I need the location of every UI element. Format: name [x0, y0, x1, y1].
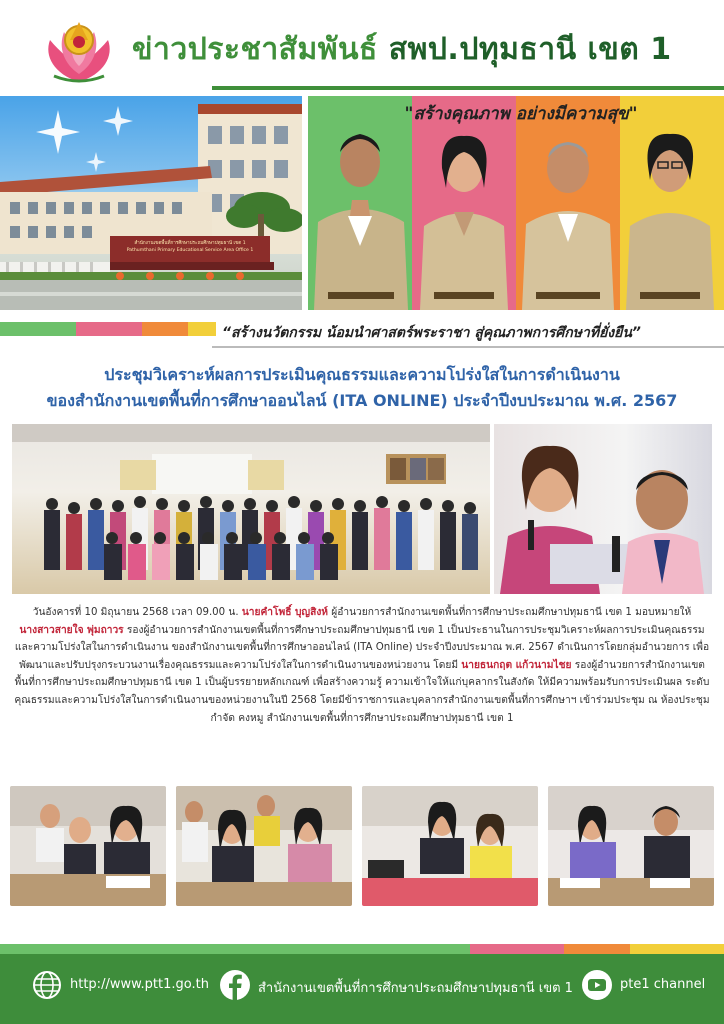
website-link[interactable]: http://www.ptt1.go.th — [70, 977, 209, 992]
color-bar-orange — [142, 322, 188, 336]
body-text-1: วันอังคารที่ 10 มิถุนายน 2568 เวลา 09.00 น. — [32, 607, 242, 618]
executive-portrait-2 — [420, 136, 508, 310]
body-text-4: รองผู้อำนวยการสำนักงานเขตพื้นที่การศึกษาประถมศึกษาปทุมธานี เขต 1 เป็นผู้บรรยายหลักเกณฑ์ เพื่อสร้างความรู้ ความเข้าใจให้แก่บุคลากรในสังกัด ให้มีความพร้อมรับการประเมินผล ระดับคุณธรรมและความโปร่งใสในการดำเนินงานของหน่วยงานในปี 2568 โดยมีข้าราชการและบุคลากรสำนักงานเขตพื้นที่การศึกษาฯ เข้าร่วมประชุม ณ ห้องประชุมกำจัด คงหมู สำนักงานเขตพื้นที่การศึกษาประถมศึกษาปทุมธานี เขต 1 — [14, 659, 710, 724]
executive-portrait-1 — [314, 134, 408, 310]
sign-text-english: Pathumthani Primary Educational Service Area Office 1 — [126, 248, 254, 253]
obec-logo — [40, 12, 118, 84]
facebook-icon — [220, 970, 250, 1000]
news-title-line-2: ของสำนักงานเขตพื้นที่การศึกษาออนไลน์ (ITA ONLINE) ประจำปีงบประมาณ พ.ศ. 2567 — [46, 391, 678, 410]
news-body — [14, 604, 710, 727]
color-bar-pink — [76, 322, 142, 336]
footer-bar-orange — [564, 944, 630, 954]
slogan-rule — [212, 346, 724, 348]
highlight-name-3: นายธนกฤต แก้วนามไชย — [461, 659, 572, 671]
meeting-photo-3 — [362, 786, 538, 906]
footer-bar-green — [0, 944, 470, 954]
executive-portrait-3 — [522, 142, 614, 310]
highlight-name-2: นางสาวสายใจ พุ่มถาวร — [19, 624, 124, 636]
group-photo — [12, 424, 490, 594]
facebook-link[interactable]: สำนักงานเขตพื้นที่การศึกษาประถมศึกษาปทุมธานี เขต 1 — [258, 981, 573, 996]
youtube-link[interactable]: pte1 channel — [620, 977, 706, 992]
meeting-photo-4 — [548, 786, 714, 906]
sign-text-thai: สำนักงานเขตพื้นที่การศึกษาประถมศึกษาปทุมธานี เขต 1 — [134, 241, 246, 246]
footer-bar-yellow — [630, 944, 724, 954]
body-text-3: รองผู้อำนวยการสำนักงานเขตพื้นที่การศึกษาประถมศึกษาปทุมธานี เขต 1 เป็นประธานในการประชุมวิเคราะห์ผลการประเมินคุณธรรมและความโปร่งใสในการดำเนินงาน ของสำนักงานเขตพื้นที่การศึกษาออนไลน์ (ITA Online) ประจำปีงบประมาณ พ.ศ. 2567 ดำเนินการโดยกลุ่มอำนวยการ เพื่อพัฒนาและปรับปรุงกระบวนงานเรื่องคุณธรรมและความโปร่งใสในการดำเนินงานของหน่วยงาน โดยมี — [14, 624, 710, 671]
news-title-line-1: ประชุมวิเคราะห์ผลการประเมินคุณธรรมและความโปร่งใสในการดำเนินงาน — [104, 365, 620, 384]
org-title — [132, 26, 672, 73]
title-part-2: สพป.ปทุมธานี เขต 1 — [377, 32, 672, 67]
title-part-1: ข่าวประชาสัมพันธ์ — [132, 32, 378, 67]
executives-photo — [308, 96, 724, 310]
office-building-photo — [0, 96, 302, 310]
color-bar-yellow — [188, 322, 216, 336]
slogan: “สร้างนวัตกรรม น้อมนำศาสตร์พระราชา สู่คุณภาพการศึกษาที่ยั่งยืน” — [222, 325, 641, 341]
body-text-2: ผู้อำนวยการสำนักงานเขตพื้นที่การศึกษาประถมศึกษาปทุมธานี เขต 1 มอบหมายให้ — [328, 607, 692, 618]
meeting-photo-1 — [10, 786, 166, 906]
executive-portrait-4 — [626, 134, 714, 310]
youtube-icon — [582, 970, 612, 1000]
header-rule — [212, 86, 724, 90]
color-bar-green — [0, 322, 76, 336]
motto: "สร้างคุณภาพ อย่างมีความสุข" — [404, 104, 638, 124]
speakers-photo — [494, 424, 712, 594]
footer-bar-pink — [470, 944, 564, 954]
highlight-name-1: นายคำโพธิ์ บุญสิงห์ — [241, 607, 329, 618]
globe-icon — [32, 970, 62, 1000]
meeting-photo-2 — [176, 786, 352, 906]
